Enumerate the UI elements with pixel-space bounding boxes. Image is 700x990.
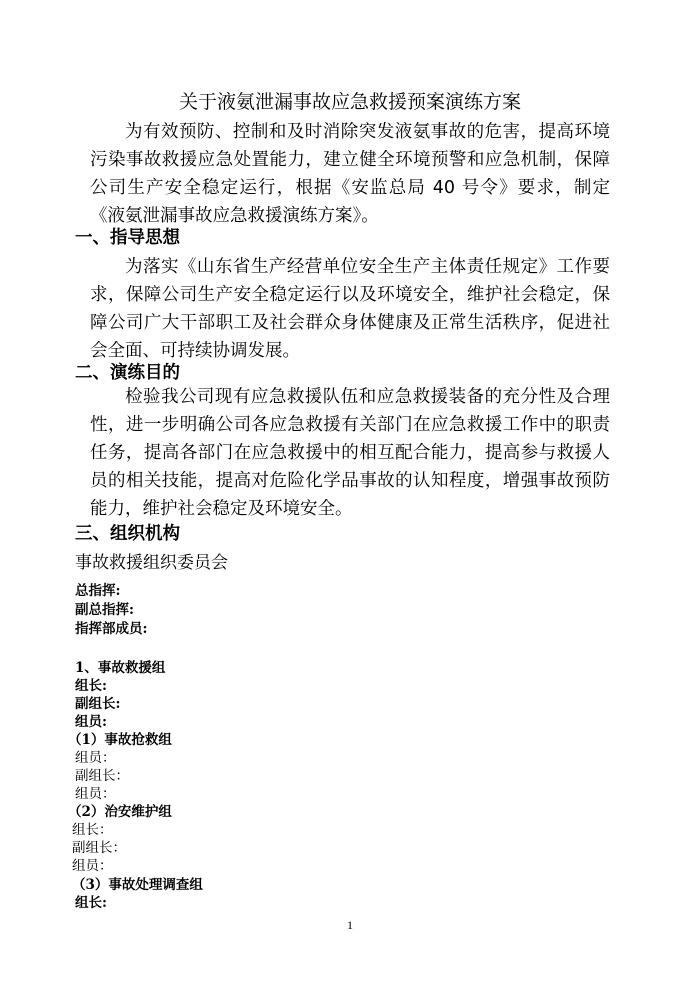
emergency-rescue-members-label-2: 组员： <box>75 786 116 802</box>
emergency-rescue-subgroup-title: （1）事故抢救组 <box>68 732 172 748</box>
deputy-commander-label: 副总指挥: <box>75 602 134 618</box>
document-title: 关于液氨泄漏事故应急救援预案演练方案 <box>178 91 521 113</box>
security-members-label: 组员： <box>72 858 113 874</box>
commander-label: 总指挥: <box>75 583 121 599</box>
emergency-rescue-members-label: 组员： <box>75 750 116 766</box>
committee-title: 事故救援组织委员会 <box>75 553 228 573</box>
section-heading-guiding-thought: 一、指导思想 <box>75 228 180 248</box>
rescue-group-members-label: 组员: <box>75 714 107 730</box>
section-heading-drill-purpose: 二、演练目的 <box>75 363 180 383</box>
emergency-rescue-deputy-label: 副组长： <box>75 768 129 784</box>
rescue-group-leader-label: 组长: <box>75 678 107 694</box>
command-members-label: 指挥部成员: <box>75 621 148 637</box>
section-text-guiding-thought: 为落实《山东省生产经营单位安全生产主体责任规定》工作要求，保障公司生产安全稳定运行以及环境安全，维护社会稳定，保障公司广大干部职工及社会群众身体健康及正常生活秩序，促进社会全面、可持续协调发展。 <box>90 257 610 361</box>
intro-paragraph: 为有效预防、控制和及时消除突发液氨事故的危害，提高环境污染事故救援应急处置能力，建立健全环境预警和应急机制，保障公司生产安全稳定运行，根据《安监总局 40 号令》要求，制定《液氨泄漏事故应急救援演练方案》。 <box>90 122 610 226</box>
rescue-group-title: 1、事故救援组 <box>75 660 166 676</box>
section-heading-organization: 三、组织机构 <box>75 524 180 544</box>
section-text-drill-purpose: 检验我公司现有应急救援队伍和应急救援装备的充分性及合理性，进一步明确公司各应急救援有关部门在应急救援工作中的职责任务，提高各部门在应急救援中的相互配合能力，提高参与救援人员的相关技能，提高对危险化学品事故的认知程度，增强事故预防能力，维护社会稳定及环境安全。 <box>90 387 610 519</box>
investigation-leader-label: 组长: <box>75 895 107 911</box>
security-subgroup-title: （2）治安维护组 <box>68 804 172 820</box>
security-deputy-label: 副组长： <box>72 840 126 856</box>
rescue-group-deputy-label: 副组长: <box>75 696 121 712</box>
security-leader-label: 组长： <box>72 822 113 838</box>
investigation-subgroup-title: （3）事故处理调查组 <box>72 877 203 893</box>
page-number: 1 <box>347 918 353 932</box>
